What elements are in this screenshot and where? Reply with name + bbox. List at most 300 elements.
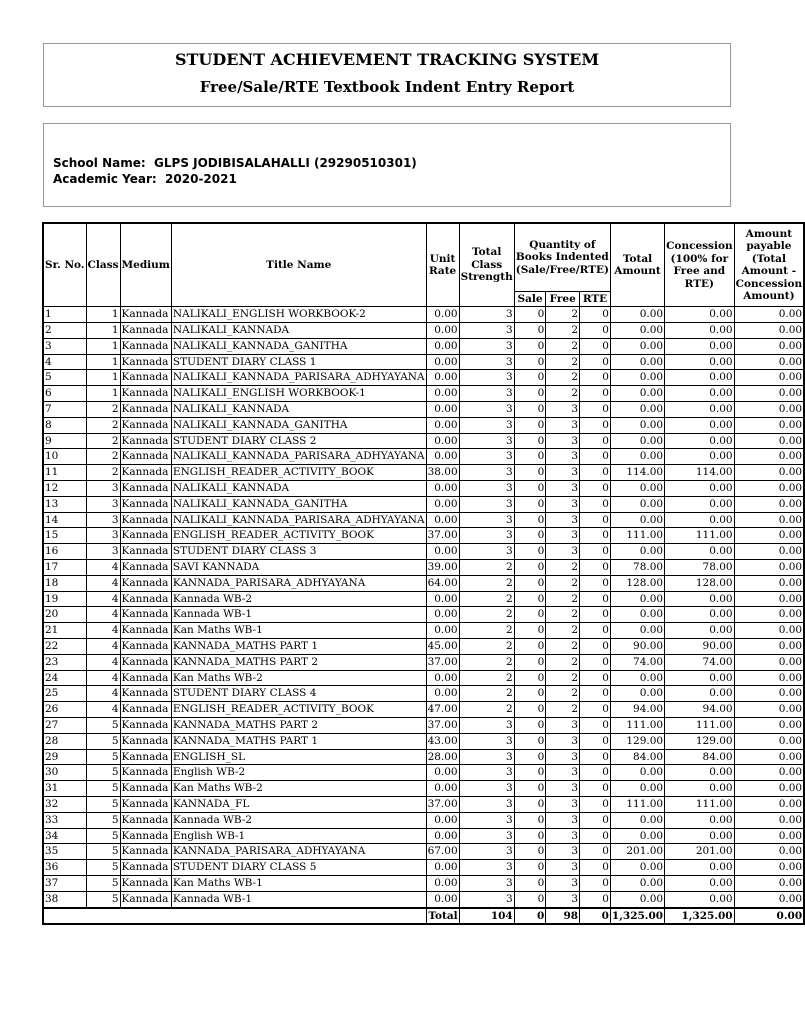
school-name-label: School Name: [53, 156, 146, 170]
cell-sale: 0 [514, 639, 546, 655]
cell-strength: 2 [459, 575, 514, 591]
cell-sale: 0 [514, 812, 546, 828]
cell-rte: 0 [580, 828, 611, 844]
cell-class: 5 [86, 797, 120, 813]
cell-free: 3 [546, 781, 580, 797]
cell-class: 4 [86, 623, 120, 639]
cell-title: STUDENT DIARY CLASS 3 [171, 544, 426, 560]
cell-class: 5 [86, 781, 120, 797]
cell-rte: 0 [580, 560, 611, 576]
cell-srno: 28 [43, 733, 86, 749]
cell-title: KANNADA_FL [171, 797, 426, 813]
cell-srno: 26 [43, 702, 86, 718]
cell-srno: 6 [43, 386, 86, 402]
academic-year-value: 2020-2021 [165, 172, 237, 186]
cell-concession: 114.00 [665, 465, 735, 481]
cell-strength: 2 [459, 670, 514, 686]
cell-total-amount: 111.00 [610, 718, 664, 734]
cell-sale: 0 [514, 338, 546, 354]
cell-medium: Kannada [120, 338, 171, 354]
cell-srno: 23 [43, 654, 86, 670]
cell-total-amount: 0.00 [610, 607, 664, 623]
table-row [43, 307, 804, 323]
cell-payable: 0.00 [734, 323, 804, 339]
cell-total-amount: 0.00 [610, 307, 664, 323]
cell-total-amount: 0.00 [610, 544, 664, 560]
cell-total-amount: 128.00 [610, 575, 664, 591]
cell-payable: 0.00 [734, 639, 804, 655]
cell-title: Kannada WB-1 [171, 891, 426, 907]
cell-strength: 3 [459, 449, 514, 465]
cell-payable: 0.00 [734, 812, 804, 828]
cell-concession: 111.00 [665, 718, 735, 734]
table-row [43, 733, 804, 749]
cell-free: 2 [546, 639, 580, 655]
table-row [43, 417, 804, 433]
cell-strength: 3 [459, 812, 514, 828]
cell-unit-rate: 39.00 [426, 560, 459, 576]
cell-rte: 0 [580, 370, 611, 386]
table-row [43, 323, 804, 339]
cell-concession: 111.00 [665, 528, 735, 544]
cell-free: 2 [546, 323, 580, 339]
cell-class: 3 [86, 544, 120, 560]
cell-payable: 0.00 [734, 386, 804, 402]
cell-free: 2 [546, 354, 580, 370]
cell-class: 4 [86, 560, 120, 576]
cell-concession: 0.00 [665, 623, 735, 639]
cell-title: ENGLISH_SL [171, 749, 426, 765]
cell-unit-rate: 0.00 [426, 386, 459, 402]
cell-medium: Kannada [120, 544, 171, 560]
cell-free: 2 [546, 560, 580, 576]
cell-payable: 0.00 [734, 433, 804, 449]
cell-class: 4 [86, 575, 120, 591]
cell-free: 3 [546, 481, 580, 497]
cell-class: 1 [86, 386, 120, 402]
cell-total-amount: 0.00 [610, 765, 664, 781]
col-title: Title Name [171, 223, 426, 307]
cell-payable: 0.00 [734, 465, 804, 481]
cell-sale: 0 [514, 449, 546, 465]
cell-srno: 20 [43, 607, 86, 623]
cell-srno: 36 [43, 860, 86, 876]
cell-medium: Kannada [120, 812, 171, 828]
cell-strength: 3 [459, 323, 514, 339]
cell-payable: 0.00 [734, 686, 804, 702]
cell-srno: 25 [43, 686, 86, 702]
cell-total-amount: 129.00 [610, 733, 664, 749]
table-row [43, 386, 804, 402]
cell-class: 5 [86, 812, 120, 828]
cell-rte: 0 [580, 844, 611, 860]
cell-medium: Kannada [120, 323, 171, 339]
cell-class: 4 [86, 591, 120, 607]
cell-medium: Kannada [120, 797, 171, 813]
cell-class: 1 [86, 370, 120, 386]
cell-unit-rate: 0.00 [426, 623, 459, 639]
cell-free: 3 [546, 797, 580, 813]
cell-medium: Kannada [120, 844, 171, 860]
cell-sale: 0 [514, 828, 546, 844]
totals-row [43, 908, 804, 925]
totals-rte: 0 [580, 908, 611, 925]
cell-rte: 0 [580, 449, 611, 465]
table-row [43, 607, 804, 623]
cell-strength: 3 [459, 512, 514, 528]
cell-class: 3 [86, 481, 120, 497]
cell-total-amount: 0.00 [610, 496, 664, 512]
cell-free: 3 [546, 465, 580, 481]
cell-unit-rate: 43.00 [426, 733, 459, 749]
cell-sale: 0 [514, 844, 546, 860]
cell-medium: Kannada [120, 654, 171, 670]
cell-total-amount: 0.00 [610, 591, 664, 607]
cell-total-amount: 0.00 [610, 875, 664, 891]
cell-title: NALIKALI_ENGLISH WORKBOOK-2 [171, 307, 426, 323]
cell-payable: 0.00 [734, 828, 804, 844]
table-row [43, 338, 804, 354]
cell-sale: 0 [514, 560, 546, 576]
cell-total-amount: 0.00 [610, 670, 664, 686]
cell-rte: 0 [580, 765, 611, 781]
cell-sale: 0 [514, 591, 546, 607]
cell-strength: 3 [459, 844, 514, 860]
cell-rte: 0 [580, 733, 611, 749]
cell-free: 2 [546, 607, 580, 623]
cell-total-amount: 0.00 [610, 323, 664, 339]
cell-unit-rate: 0.00 [426, 891, 459, 907]
totals-sale: 0 [514, 908, 546, 925]
cell-strength: 3 [459, 465, 514, 481]
table-row [43, 749, 804, 765]
cell-concession: 0.00 [665, 496, 735, 512]
cell-title: NALIKALI_ENGLISH WORKBOOK-1 [171, 386, 426, 402]
col-srno: Sr. No. [43, 223, 86, 307]
cell-concession: 0.00 [665, 512, 735, 528]
cell-total-amount: 0.00 [610, 417, 664, 433]
cell-strength: 2 [459, 639, 514, 655]
cell-unit-rate: 0.00 [426, 875, 459, 891]
cell-srno: 37 [43, 875, 86, 891]
cell-strength: 3 [459, 860, 514, 876]
cell-class: 5 [86, 844, 120, 860]
table-body [43, 307, 804, 908]
cell-total-amount: 78.00 [610, 560, 664, 576]
cell-concession: 0.00 [665, 828, 735, 844]
cell-title: Kannada WB-2 [171, 591, 426, 607]
cell-strength: 3 [459, 733, 514, 749]
cell-payable: 0.00 [734, 607, 804, 623]
cell-title: KANNADA_MATHS PART 1 [171, 639, 426, 655]
cell-medium: Kannada [120, 560, 171, 576]
cell-concession: 0.00 [665, 860, 735, 876]
cell-concession: 0.00 [665, 307, 735, 323]
cell-concession: 0.00 [665, 812, 735, 828]
cell-srno: 10 [43, 449, 86, 465]
cell-class: 5 [86, 891, 120, 907]
cell-srno: 15 [43, 528, 86, 544]
cell-total-amount: 0.00 [610, 891, 664, 907]
cell-title: ENGLISH_READER_ACTIVITY_BOOK [171, 465, 426, 481]
cell-concession: 0.00 [665, 386, 735, 402]
cell-medium: Kannada [120, 386, 171, 402]
cell-free: 3 [546, 496, 580, 512]
cell-payable: 0.00 [734, 702, 804, 718]
table-row [43, 670, 804, 686]
cell-srno: 21 [43, 623, 86, 639]
cell-sale: 0 [514, 481, 546, 497]
cell-total-amount: 0.00 [610, 860, 664, 876]
cell-strength: 3 [459, 354, 514, 370]
cell-srno: 5 [43, 370, 86, 386]
cell-srno: 18 [43, 575, 86, 591]
cell-title: SAVI KANNADA [171, 560, 426, 576]
cell-free: 3 [546, 749, 580, 765]
cell-medium: Kannada [120, 639, 171, 655]
cell-medium: Kannada [120, 496, 171, 512]
cell-total-amount: 0.00 [610, 433, 664, 449]
cell-rte: 0 [580, 654, 611, 670]
table-row [43, 765, 804, 781]
cell-total-amount: 111.00 [610, 528, 664, 544]
cell-medium: Kannada [120, 481, 171, 497]
cell-class: 3 [86, 512, 120, 528]
cell-srno: 31 [43, 781, 86, 797]
cell-unit-rate: 0.00 [426, 860, 459, 876]
cell-free: 3 [546, 544, 580, 560]
cell-free: 3 [546, 828, 580, 844]
table-row [43, 812, 804, 828]
table-row [43, 481, 804, 497]
cell-payable: 0.00 [734, 623, 804, 639]
cell-concession: 0.00 [665, 875, 735, 891]
cell-free: 2 [546, 370, 580, 386]
cell-unit-rate: 0.00 [426, 433, 459, 449]
table-row [43, 402, 804, 418]
cell-class: 1 [86, 307, 120, 323]
col-total-amount: Total Amount [610, 223, 664, 307]
cell-title: Kannada WB-2 [171, 812, 426, 828]
cell-sale: 0 [514, 307, 546, 323]
cell-payable: 0.00 [734, 496, 804, 512]
totals-spacer [43, 908, 426, 925]
cell-concession: 90.00 [665, 639, 735, 655]
cell-strength: 3 [459, 528, 514, 544]
cell-title: Kannada WB-1 [171, 607, 426, 623]
cell-concession: 111.00 [665, 797, 735, 813]
col-unit-rate: Unit Rate [426, 223, 459, 307]
cell-payable: 0.00 [734, 417, 804, 433]
cell-title: NALIKALI_KANNADA [171, 323, 426, 339]
cell-concession: 0.00 [665, 591, 735, 607]
cell-srno: 22 [43, 639, 86, 655]
cell-medium: Kannada [120, 307, 171, 323]
cell-medium: Kannada [120, 417, 171, 433]
cell-srno: 19 [43, 591, 86, 607]
cell-concession: 0.00 [665, 670, 735, 686]
cell-title: KANNADA_MATHS PART 1 [171, 733, 426, 749]
cell-medium: Kannada [120, 591, 171, 607]
cell-strength: 3 [459, 718, 514, 734]
cell-unit-rate: 0.00 [426, 417, 459, 433]
cell-sale: 0 [514, 623, 546, 639]
cell-rte: 0 [580, 891, 611, 907]
cell-strength: 3 [459, 433, 514, 449]
cell-unit-rate: 0.00 [426, 670, 459, 686]
totals-payable: 0.00 [734, 908, 804, 925]
table-row [43, 560, 804, 576]
cell-unit-rate: 37.00 [426, 797, 459, 813]
cell-payable: 0.00 [734, 449, 804, 465]
cell-title: KANNADA_PARISARA_ADHYAYANA [171, 844, 426, 860]
cell-concession: 0.00 [665, 449, 735, 465]
cell-class: 5 [86, 860, 120, 876]
cell-unit-rate: 0.00 [426, 354, 459, 370]
cell-strength: 3 [459, 338, 514, 354]
cell-class: 2 [86, 402, 120, 418]
cell-class: 3 [86, 496, 120, 512]
cell-medium: Kannada [120, 875, 171, 891]
totals-strength: 104 [459, 908, 514, 925]
cell-unit-rate: 0.00 [426, 402, 459, 418]
cell-unit-rate: 0.00 [426, 781, 459, 797]
cell-unit-rate: 37.00 [426, 718, 459, 734]
cell-concession: 0.00 [665, 891, 735, 907]
cell-unit-rate: 0.00 [426, 607, 459, 623]
cell-sale: 0 [514, 860, 546, 876]
cell-concession: 94.00 [665, 702, 735, 718]
cell-srno: 30 [43, 765, 86, 781]
cell-total-amount: 0.00 [610, 449, 664, 465]
cell-payable: 0.00 [734, 797, 804, 813]
cell-rte: 0 [580, 512, 611, 528]
cell-unit-rate: 0.00 [426, 370, 459, 386]
table-row [43, 544, 804, 560]
cell-class: 5 [86, 765, 120, 781]
cell-strength: 2 [459, 702, 514, 718]
cell-rte: 0 [580, 402, 611, 418]
col-free: Free [546, 291, 580, 307]
cell-strength: 3 [459, 370, 514, 386]
cell-title: NALIKALI_KANNADA_PARISARA_ADHYAYANA [171, 370, 426, 386]
cell-title: NALIKALI_KANNADA_GANITHA [171, 338, 426, 354]
cell-strength: 3 [459, 417, 514, 433]
cell-rte: 0 [580, 417, 611, 433]
cell-payable: 0.00 [734, 307, 804, 323]
cell-srno: 33 [43, 812, 86, 828]
cell-rte: 0 [580, 670, 611, 686]
cell-unit-rate: 28.00 [426, 749, 459, 765]
cell-strength: 2 [459, 591, 514, 607]
col-rte: RTE [580, 291, 611, 307]
table-row [43, 686, 804, 702]
cell-srno: 24 [43, 670, 86, 686]
totals-free: 98 [546, 908, 580, 925]
cell-medium: Kannada [120, 670, 171, 686]
cell-strength: 3 [459, 496, 514, 512]
cell-unit-rate: 64.00 [426, 575, 459, 591]
cell-title: NALIKALI_KANNADA_GANITHA [171, 417, 426, 433]
cell-medium: Kannada [120, 512, 171, 528]
cell-unit-rate: 0.00 [426, 338, 459, 354]
cell-concession: 0.00 [665, 323, 735, 339]
cell-unit-rate: 67.00 [426, 844, 459, 860]
cell-strength: 3 [459, 544, 514, 560]
cell-free: 3 [546, 512, 580, 528]
cell-medium: Kannada [120, 354, 171, 370]
cell-class: 2 [86, 417, 120, 433]
col-payable: Amount payable (Total Amount - Concession Amount) [734, 223, 804, 307]
cell-concession: 74.00 [665, 654, 735, 670]
cell-class: 5 [86, 733, 120, 749]
cell-medium: Kannada [120, 575, 171, 591]
totals-concession: 1,325.00 [665, 908, 735, 925]
cell-strength: 3 [459, 875, 514, 891]
cell-total-amount: 201.00 [610, 844, 664, 860]
cell-payable: 0.00 [734, 781, 804, 797]
cell-medium: Kannada [120, 465, 171, 481]
col-quantity: Quantity of Books Indented (Sale/Free/RTE) [514, 223, 610, 291]
cell-medium: Kannada [120, 528, 171, 544]
cell-strength: 2 [459, 607, 514, 623]
cell-class: 5 [86, 718, 120, 734]
cell-free: 3 [546, 402, 580, 418]
cell-srno: 14 [43, 512, 86, 528]
cell-class: 4 [86, 654, 120, 670]
cell-title: KANNADA_MATHS PART 2 [171, 654, 426, 670]
cell-rte: 0 [580, 623, 611, 639]
cell-payable: 0.00 [734, 481, 804, 497]
cell-class: 2 [86, 449, 120, 465]
cell-rte: 0 [580, 639, 611, 655]
report-subtitle: Free/Sale/RTE Textbook Indent Entry Report [199, 78, 575, 96]
cell-rte: 0 [580, 496, 611, 512]
cell-free: 3 [546, 733, 580, 749]
cell-sale: 0 [514, 749, 546, 765]
cell-payable: 0.00 [734, 718, 804, 734]
table-row [43, 575, 804, 591]
cell-srno: 32 [43, 797, 86, 813]
cell-rte: 0 [580, 528, 611, 544]
cell-rte: 0 [580, 386, 611, 402]
cell-concession: 0.00 [665, 338, 735, 354]
report-title: STUDENT ACHIEVEMENT TRACKING SYSTEM [174, 50, 600, 69]
table-row [43, 465, 804, 481]
cell-title: NALIKALI_KANNADA_PARISARA_ADHYAYANA [171, 512, 426, 528]
cell-strength: 2 [459, 686, 514, 702]
cell-sale: 0 [514, 891, 546, 907]
cell-rte: 0 [580, 465, 611, 481]
cell-title: NALIKALI_KANNADA_GANITHA [171, 496, 426, 512]
table-row [43, 623, 804, 639]
cell-title: KANNADA_MATHS PART 2 [171, 718, 426, 734]
cell-srno: 13 [43, 496, 86, 512]
cell-title: STUDENT DIARY CLASS 4 [171, 686, 426, 702]
table-row [43, 797, 804, 813]
cell-sale: 0 [514, 702, 546, 718]
cell-unit-rate: 0.00 [426, 496, 459, 512]
cell-payable: 0.00 [734, 591, 804, 607]
cell-unit-rate: 0.00 [426, 481, 459, 497]
cell-rte: 0 [580, 591, 611, 607]
cell-title: Kan Maths WB-1 [171, 623, 426, 639]
cell-free: 3 [546, 891, 580, 907]
cell-rte: 0 [580, 812, 611, 828]
cell-rte: 0 [580, 433, 611, 449]
cell-class: 1 [86, 323, 120, 339]
cell-sale: 0 [514, 718, 546, 734]
